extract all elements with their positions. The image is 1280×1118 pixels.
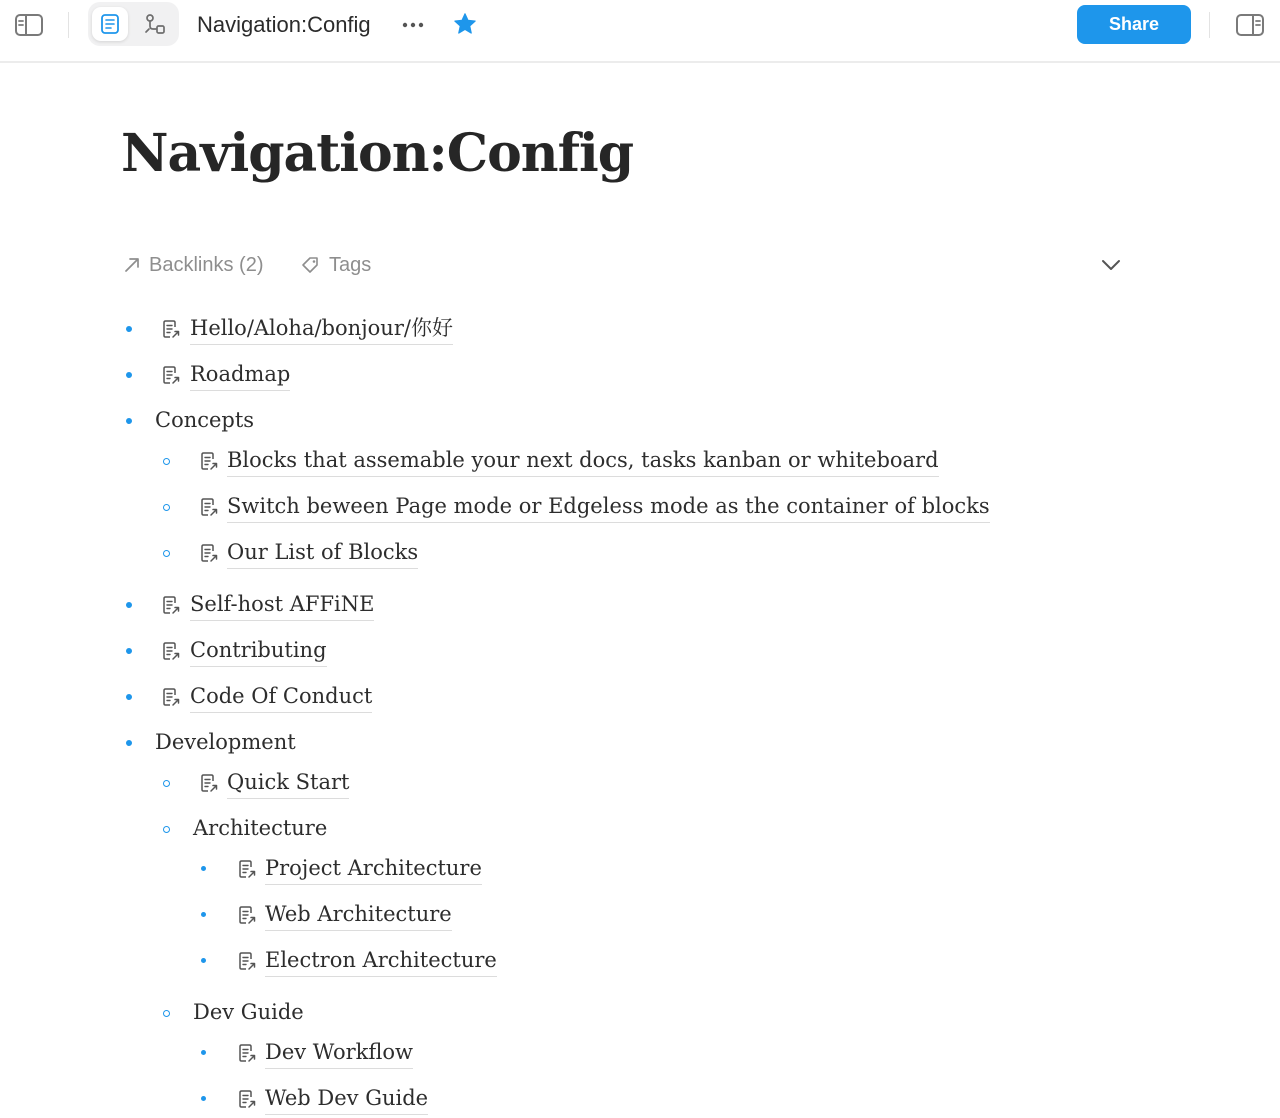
bullet-icon — [126, 694, 132, 700]
list-item — [0, 588, 1280, 622]
list-item — [0, 996, 1280, 1030]
list-item — [0, 490, 1280, 524]
bullet-icon — [126, 648, 132, 654]
linked-doc-icon — [236, 858, 258, 880]
chevron-down-icon[interactable] — [1098, 252, 1124, 278]
tags-label: Tags — [329, 253, 372, 276]
bullet-icon — [201, 1050, 206, 1055]
page-mode-button[interactable] — [92, 7, 128, 41]
linked-doc-icon — [236, 904, 258, 926]
list-item — [0, 680, 1280, 714]
list-item — [0, 812, 1280, 846]
list-item — [0, 1036, 1280, 1070]
list-item-text: Architecture — [193, 816, 328, 840]
bullet-icon — [126, 372, 132, 378]
linked-doc-icon — [160, 318, 182, 340]
linked-doc-title[interactable]: Blocks that assemable your next docs, tasks kanban or whiteboard — [227, 445, 939, 477]
more-icon[interactable] — [398, 12, 428, 38]
share-button[interactable]: Share — [1077, 5, 1191, 44]
backlinks-label: Backlinks (2) — [149, 253, 264, 276]
bullet-icon — [126, 418, 132, 424]
linked-doc-title[interactable]: Hello/Aloha/bonjour/你好 — [190, 313, 453, 345]
linked-doc-icon — [198, 450, 220, 472]
doc-info-bar — [122, 250, 1132, 280]
edgeless-mode-button[interactable] — [137, 7, 173, 41]
list-item — [0, 634, 1280, 668]
linked-doc-icon — [198, 542, 220, 564]
tags-button[interactable] — [300, 250, 371, 280]
bullet-icon — [163, 1010, 170, 1017]
linked-doc-title[interactable]: Web Dev Guide — [265, 1083, 428, 1115]
bullet-icon — [163, 458, 170, 465]
linked-doc-icon — [236, 1042, 258, 1064]
list-item — [0, 1082, 1280, 1116]
list-item-text: Concepts — [155, 408, 255, 432]
bullet-icon — [163, 504, 170, 511]
linked-doc-title[interactable]: Switch beween Page mode or Edgeless mode as the container of blocks — [227, 491, 990, 523]
linked-doc-icon — [236, 1088, 258, 1110]
linked-doc-title[interactable]: Electron Architecture — [265, 945, 497, 977]
bullet-icon — [126, 740, 132, 746]
linked-doc-icon — [160, 686, 182, 708]
list-item — [0, 536, 1280, 570]
sidebar-toggle-icon[interactable] — [12, 10, 46, 40]
list-item-text: Development — [155, 730, 296, 754]
toolbar-divider — [1209, 12, 1210, 38]
linked-doc-icon — [198, 496, 220, 518]
list-item — [0, 358, 1280, 392]
linked-doc-title[interactable]: Our List of Blocks — [227, 537, 418, 569]
linked-doc-title[interactable]: Contributing — [190, 635, 327, 667]
page-title[interactable]: Navigation:Config — [121, 123, 634, 184]
bullet-icon — [163, 826, 170, 833]
linked-doc-title[interactable]: Code Of Conduct — [190, 681, 372, 713]
list-item — [0, 726, 1280, 760]
bullet-icon — [163, 780, 170, 787]
arrow-up-right-icon — [122, 255, 142, 275]
linked-doc-icon — [160, 364, 182, 386]
list-item — [0, 444, 1280, 478]
linked-doc-title[interactable]: Dev Workflow — [265, 1037, 413, 1069]
list-item — [0, 312, 1280, 346]
backlinks-button[interactable] — [122, 250, 263, 280]
list-item — [0, 766, 1280, 800]
mode-switch — [88, 2, 179, 46]
bullet-icon — [126, 326, 132, 332]
list-item — [0, 898, 1280, 932]
linked-doc-icon — [198, 772, 220, 794]
bullet-icon — [201, 958, 206, 963]
list-item — [0, 944, 1280, 978]
list-item — [0, 852, 1280, 886]
toolbar-divider — [68, 12, 69, 38]
right-panel-toggle-icon[interactable] — [1233, 10, 1267, 40]
bullet-icon — [126, 602, 132, 608]
linked-doc-title[interactable]: Quick Start — [227, 767, 349, 799]
linked-doc-title[interactable]: Web Architecture — [265, 899, 452, 931]
list-item-text: Dev Guide — [193, 1000, 304, 1024]
favorite-star-icon[interactable] — [450, 9, 480, 39]
bullet-icon — [201, 866, 206, 871]
linked-doc-icon — [160, 594, 182, 616]
linked-doc-title[interactable]: Project Architecture — [265, 853, 482, 885]
edgeless-mode-icon — [143, 12, 167, 36]
linked-doc-title[interactable]: Roadmap — [190, 359, 290, 391]
list-item — [0, 404, 1280, 438]
bullet-icon — [201, 1096, 206, 1101]
top-bar — [0, 0, 1280, 63]
tag-icon — [300, 254, 322, 276]
page-mode-icon — [99, 13, 121, 35]
linked-doc-icon — [160, 640, 182, 662]
linked-doc-title[interactable]: Self-host AFFiNE — [190, 589, 374, 621]
doc-title-breadcrumb[interactable]: Navigation:Config — [197, 12, 371, 37]
bullet-icon — [163, 550, 170, 557]
bullet-icon — [201, 912, 206, 917]
linked-doc-icon — [236, 950, 258, 972]
